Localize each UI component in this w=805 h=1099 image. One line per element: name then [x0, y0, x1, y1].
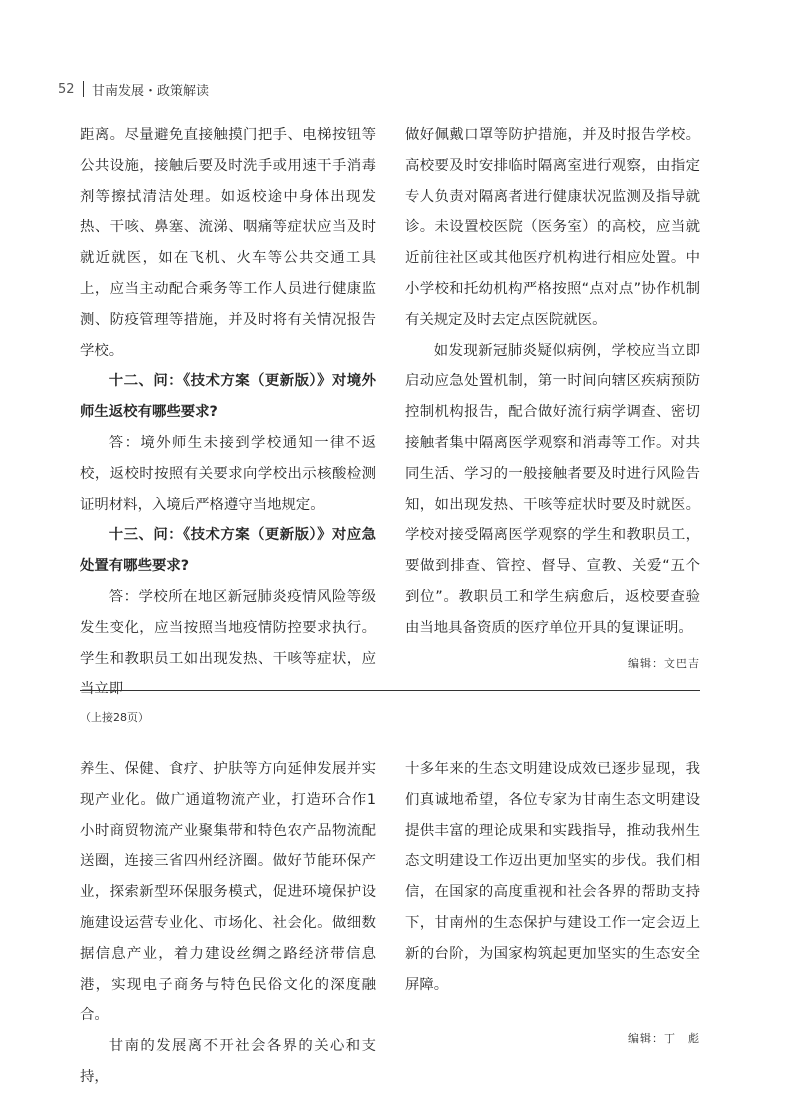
editor-credit: 编辑：丁 彪	[628, 1032, 700, 1045]
section-divider	[80, 690, 700, 691]
paragraph: 十多年来的生态文明建设成效已逐步显现，我们真诚地希望，各位专家为甘南生态文明建设提供丰富的理论成果和实践指导，推动我州生态文明建设工作迈出更加坚实的步伐。我们相信，在国家的高度重视和社会各界的帮助支持下，甘南州的生态保护与建设工作一定会迈上新的台阶，为国家构筑起更加坚实的生态安全屏障。	[405, 761, 700, 993]
question-heading: 十三、问：《技术方案（更新版）》对应急处置有哪些要求?	[80, 527, 376, 575]
paragraph: 甘南的发展离不开社会各界的关心和支持，	[80, 1038, 376, 1085]
top-left-column	[80, 120, 376, 705]
paragraph: 答：境外师生未接到学校通知一律不返校，返校时按照有关要求向学校出示核酸检测证明材料，入境后严格遵守当地规定。	[80, 434, 376, 513]
question-heading: 十二、问：《技术方案（更新版）》对境外师生返校有哪些要求?	[80, 373, 376, 421]
paragraph: 距离。尽量避免直接触摸门把手、电梯按钮等公共设施，接触后要及时洗手或用速干手消毒剂等擦拭清洁处理。如返校途中身体出现发热、干咳、鼻塞、流涕、咽痛等症状应当及时就近就医，如在飞机、火车等公共交通工具上，应当主动配合乘务等工作人员进行健康监测、防疫管理等措施，并及时将有关情况报告学校。	[80, 127, 376, 359]
page-number: 52	[58, 81, 75, 97]
header-divider	[83, 81, 85, 97]
paragraph: 养生、保健、食疗、护肤等方向延伸发展并实现产业化。做广通道物流产业，打造环合作1小时商贸物流产业聚集带和特色农产品物流配送圈，连接三省四州经济圈。做好节能环保产业，探索新型环保服务模式，促进环境保护设施建设运营专业化、市场化、社会化。做细数据信息产业，着力建设丝绸之路经济带信息港，实现电子商务与特色民俗文化的深度融合。	[80, 761, 376, 1024]
editor-credit: 编辑：文巴吉	[628, 657, 700, 670]
paragraph: 如发现新冠肺炎疑似病例，学校应当立即启动应急处置机制，第一时间向辖区疾病预防控制机构报告，配合做好流行病学调查、密切接触者集中隔离医学观察和消毒等工作。对共同生活、学习的一般接触者要及时进行风险告知，如出现发热、干咳等症状时要及时就医。学校对接受隔离医学观察的学生和教职员工，要做到排查、管控、督导、宣教、关爱“五个到位”。教职员工和学生病愈后，返校要查验由当地具备资质的医疗单位开具的复课证明。	[405, 342, 700, 636]
continued-from-note: （上接28页）	[80, 711, 149, 724]
paragraph: 答：学校所在地区新冠肺炎疫情风险等级发生变化，应当按照当地疫情防控要求执行。学生和教职员工如出现发热、干咳等症状，应当立即	[80, 588, 376, 698]
top-right-column	[405, 120, 700, 644]
bottom-right-column	[405, 754, 700, 1000]
bottom-left-column	[80, 754, 376, 1093]
paragraph: 做好佩戴口罩等防护措施，并及时报告学校。高校要及时安排临时隔离室进行观察，由指定专人负责对隔离者进行健康状况监测及指导就诊。未设置校医院（医务室）的高校，应当就近前往社区或其他医疗机构进行相应处置。中小学校和托幼机构严格按照“点对点”协作机制有关规定及时去定点医院就医。	[405, 127, 700, 328]
running-header	[58, 78, 209, 100]
journal-section-title: 甘南发展・政策解读	[92, 83, 210, 99]
